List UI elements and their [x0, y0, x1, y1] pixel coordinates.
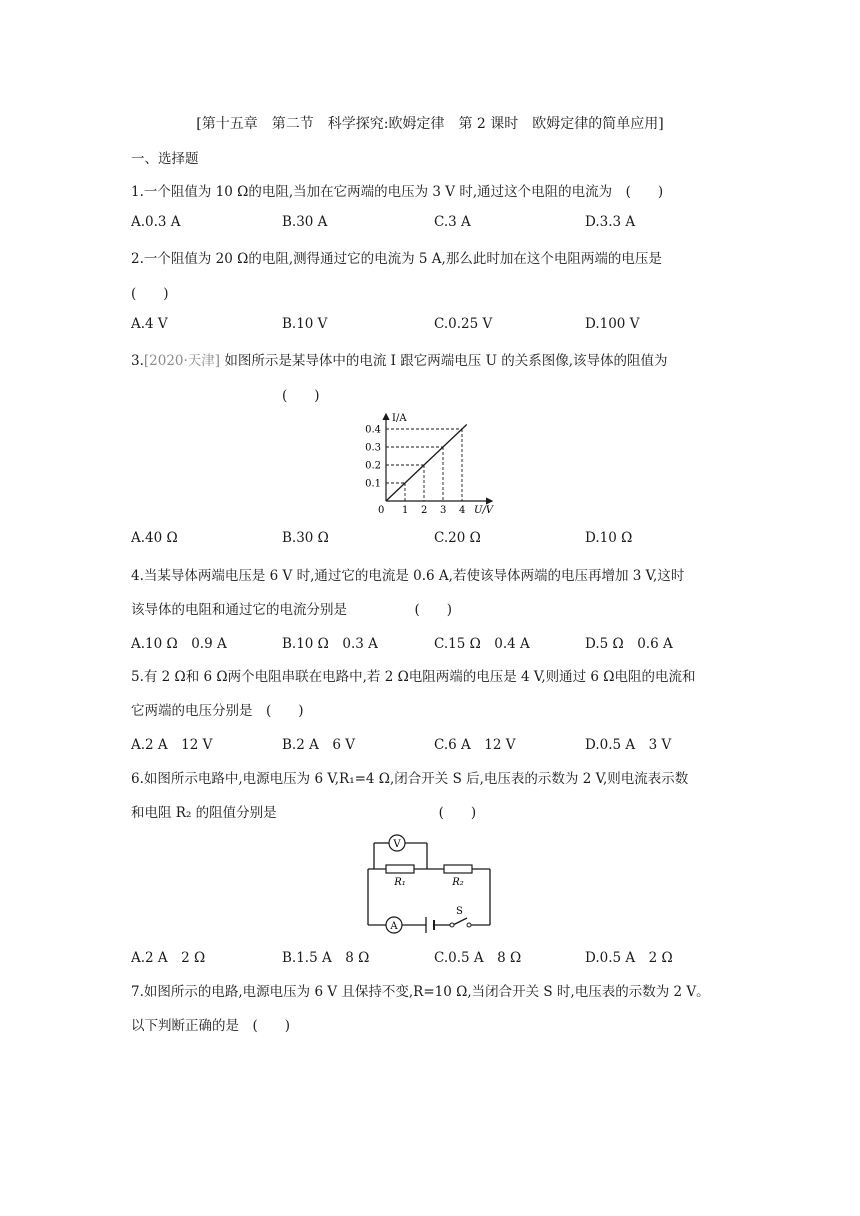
y-tick-label: 0.2 [365, 460, 381, 472]
q7-stem: 7.如图所示的电路,电源电压为 6 V 且保持不变,R=10 Ω,当闭合开关 S 时,电压表的示数为 2 V。 [131, 984, 710, 1000]
q6-option-b[interactable]: B.1.5 A 8 Ω [282, 950, 370, 966]
q5-option-b[interactable]: B.2 A 6 V [282, 737, 355, 753]
x-tick-label: 2 [421, 505, 428, 516]
q6-stem: 6.如图所示电路中,电源电压为 6 V,R₁=4 Ω,闭合开关 S 后,电压表的示数为 2 V,则电流表示数 [131, 771, 689, 787]
voltmeter-label: V [393, 839, 401, 850]
switch-label: S [456, 906, 463, 917]
q2-stem: 2.一个阻值为 20 Ω的电阻,测得通过它的电流为 5 A,那么此时加在这个电阻两端的电压是 [131, 251, 662, 267]
q4-option-d[interactable]: D.5 Ω 0.6 A [585, 636, 673, 652]
q3-source-tag: [2020·天津] [143, 353, 221, 369]
origin-label: 0 [378, 505, 385, 516]
q4-option-b[interactable]: B.10 Ω 0.3 A [282, 636, 378, 652]
x-tick-label: 1 [402, 505, 409, 516]
q3-option-c[interactable]: C.20 Ω [434, 530, 481, 546]
q3-option-b[interactable]: B.30 Ω [282, 530, 329, 546]
q6-stem-line2: 和电阻 R₂ 的阻值分别是 ( ) [131, 805, 477, 821]
q1-option-b[interactable]: B.30 A [282, 214, 328, 230]
switch-contact [450, 923, 454, 927]
q2-answer-blank: ( ) [131, 286, 169, 302]
q3-stem: 如图所示是某导体中的电流 I 跟它两端电压 U 的关系图像,该导体的阻值为 [224, 353, 668, 369]
resistor-r2 [444, 865, 472, 873]
q1-option-c[interactable]: C.3 A [434, 214, 471, 230]
y-tick-label: 0.4 [365, 424, 381, 436]
y-axis-label: I/A [392, 413, 407, 424]
q6-circuit-diagram [362, 822, 497, 934]
q5-option-c[interactable]: C.6 A 12 V [434, 737, 516, 753]
x-tick-labels [402, 505, 465, 516]
q4-option-a[interactable]: A.10 Ω 0.9 A [131, 636, 227, 652]
q4-stem-line2: 该导体的电阻和通过它的电流分别是 ( ) [131, 602, 453, 618]
y-tick-labels [365, 425, 381, 490]
q3-stem-line [131, 349, 668, 369]
x-axis-label: U/V [474, 505, 494, 516]
q5-stem-line2: 它两端的电压分别是 ( ) [131, 703, 304, 719]
q2-option-b[interactable]: B.10 V [282, 316, 328, 332]
q6-option-d[interactable]: D.0.5 A 2 Ω [585, 950, 673, 966]
q2-option-d[interactable]: D.100 V [585, 316, 640, 332]
data-series-line [386, 425, 467, 502]
q3-option-d[interactable]: D.10 Ω [585, 530, 633, 546]
q4-option-c[interactable]: C.15 Ω 0.4 A [434, 636, 530, 652]
q1-option-a[interactable]: A.0.3 A [131, 214, 181, 230]
worksheet-header: [第十五章 第二节 科学探究:欧姆定律 第 2 课时 欧姆定律的简单应用] [196, 116, 664, 132]
q1-stem: 1.一个阻值为 10 Ω的电阻,当加在它两端的电压为 3 V 时,通过这个电阻的电流为 ( ) [131, 184, 664, 200]
q1-option-d[interactable]: D.3.3 A [585, 214, 636, 230]
q3-iu-graph [350, 408, 500, 518]
q4-stem: 4.当某导体两端电压是 6 V 时,通过它的电流是 0.6 A,若使该导体两端的电压再增加 3 V,这时 [131, 568, 685, 584]
q2-option-a[interactable]: A.4 V [131, 316, 168, 332]
x-tick-label: 3 [440, 505, 447, 516]
switch-contact [467, 923, 471, 927]
r2-label: R₂ [452, 877, 464, 888]
q7-stem-line2: 以下判断正确的是 ( ) [131, 1018, 291, 1034]
resistor-r1 [386, 865, 414, 873]
y-tick-label: 0.3 [365, 442, 381, 454]
q6-option-a[interactable]: A.2 A 2 Ω [131, 950, 206, 966]
q5-option-a[interactable]: A.2 A 12 V [131, 737, 213, 753]
y-tick-label: 0.1 [365, 478, 381, 490]
q6-option-c[interactable]: C.0.5 A 8 Ω [434, 950, 522, 966]
q3-number: 3. [131, 353, 144, 369]
ammeter-label: A [390, 921, 398, 932]
q5-stem: 5.有 2 Ω和 6 Ω两个电阻串联在电路中,若 2 Ω电阻两端的电压是 4 V,则通过 6 Ω电阻的电流和 [131, 669, 696, 685]
q3-option-a[interactable]: A.40 Ω [131, 530, 178, 546]
r1-label: R₁ [394, 877, 406, 888]
q3-answer-blank: ( ) [282, 388, 320, 404]
q5-option-d[interactable]: D.0.5 A 3 V [585, 737, 672, 753]
section-title: 一、选择题 [131, 151, 199, 167]
q2-option-c[interactable]: C.0.25 V [434, 316, 493, 332]
x-tick-label: 4 [459, 505, 466, 516]
